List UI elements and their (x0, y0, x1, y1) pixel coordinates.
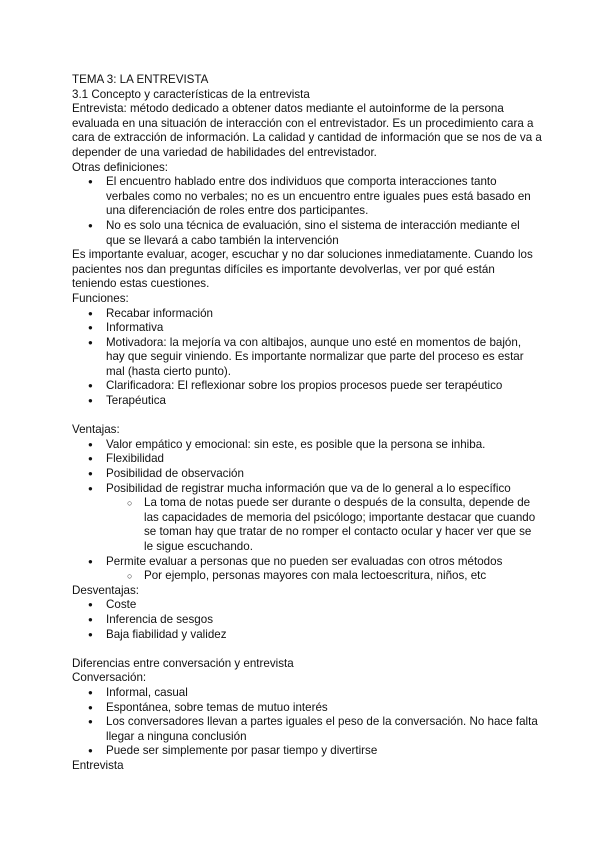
conversacion-heading: Conversación: (72, 671, 147, 685)
desventajas-heading: Desventajas: (72, 583, 140, 597)
list-item: ● Informativa (72, 321, 542, 336)
list-item: ● El encuentro hablado entre dos individuos que comporta interacciones tanto verbales como no verbales; no es un encuentro entre iguales pues está basado en una diferenciación de roles entre dos participantes. (72, 175, 542, 219)
list-item: ● Coste (72, 598, 542, 613)
list-item: ● Baja fiabilidad y validez (72, 628, 542, 643)
ventajas-heading: Ventajas: (72, 423, 120, 437)
importante-paragraph: Es importante evaluar, acoger, escuchar y no dar soluciones inmediatamente. Cuando los pacientes nos dan preguntas difíciles es importante devolverlas, ver por qué están teniendo estas cuestiones. (72, 248, 533, 291)
list-item: ● Inferencia de sesgos (72, 613, 542, 628)
document-page (72, 73, 542, 774)
funciones-list (72, 307, 542, 409)
conversacion-list (72, 686, 542, 759)
list-item: ● Valor empático y emocional: sin este, es posible que la persona se inhiba. (72, 438, 542, 453)
intro-paragraph: Entrevista: método dedicado a obtener datos mediante el autoinforme de la persona evaluada en una situación de interacción con el entrevistador. Es un procedimiento cara a cara de extracción de información. La calidad y cantidad de información que se nos de va a depender de una variedad de habilidades del entrevistador. (72, 102, 542, 159)
desventajas-list (72, 598, 542, 642)
sub-list-item: ○ Por ejemplo, personas mayores con mala lectoescritura, niños, etc (72, 569, 542, 584)
list-item: ● Posibilidad de registrar mucha información que va de lo general a lo específico (72, 482, 542, 497)
spacer (72, 642, 542, 657)
list-item: ● Clarificadora: El reflexionar sobre los propios procesos puede ser terapéutico (72, 379, 542, 394)
list-item: ● Flexibilidad (72, 452, 542, 467)
page-title: TEMA 3: LA ENTREVISTA (72, 73, 209, 86)
list-item: ● Permite evaluar a personas que no pueden ser evaluadas con otros métodos (72, 555, 542, 570)
list-item: ● Terapéutica (72, 394, 542, 409)
section-subtitle: 3.1 Concepto y características de la entrevista (72, 87, 310, 101)
list-item: ● Motivadora: la mejoría va con altibajos, aunque uno esté en momentos de bajón, hay que seguir viniendo. Es importante normalizar que parte del proceso es estar mal (hasta cierto punto). (72, 336, 542, 380)
diferencias-heading: Diferencias entre conversación y entrevista (72, 656, 294, 670)
ventajas-list (72, 438, 542, 584)
list-item: ● Informal, casual (72, 686, 542, 701)
list-item: ● No es solo una técnica de evaluación, sino el sistema de interacción mediante el que se llevará a cabo también la intervención (72, 219, 542, 248)
otras-list (72, 175, 542, 248)
spacer (72, 409, 542, 424)
sub-list-item: ○ La toma de notas puede ser durante o después de la consulta, depende de las capacidades de memoria del psicólogo; importante destacar que cuando se toman hay que tratar de no romper el contacto ocular y hacer ver que se le sigue escuchando. (72, 496, 542, 554)
list-item: ● Posibilidad de observación (72, 467, 542, 482)
entrevista-heading: Entrevista (72, 758, 124, 772)
list-item: ● Espontánea, sobre temas de mutuo interés (72, 701, 542, 716)
otras-heading: Otras definiciones: (72, 160, 169, 174)
list-item: ● Recabar información (72, 307, 542, 322)
funciones-heading: Funciones: (72, 291, 129, 305)
list-item: ● Los conversadores llevan a partes iguales el peso de la conversación. No hace falta llegar a ninguna conclusión (72, 715, 542, 744)
list-item: ● Puede ser simplemente por pasar tiempo y divertirse (72, 744, 542, 759)
